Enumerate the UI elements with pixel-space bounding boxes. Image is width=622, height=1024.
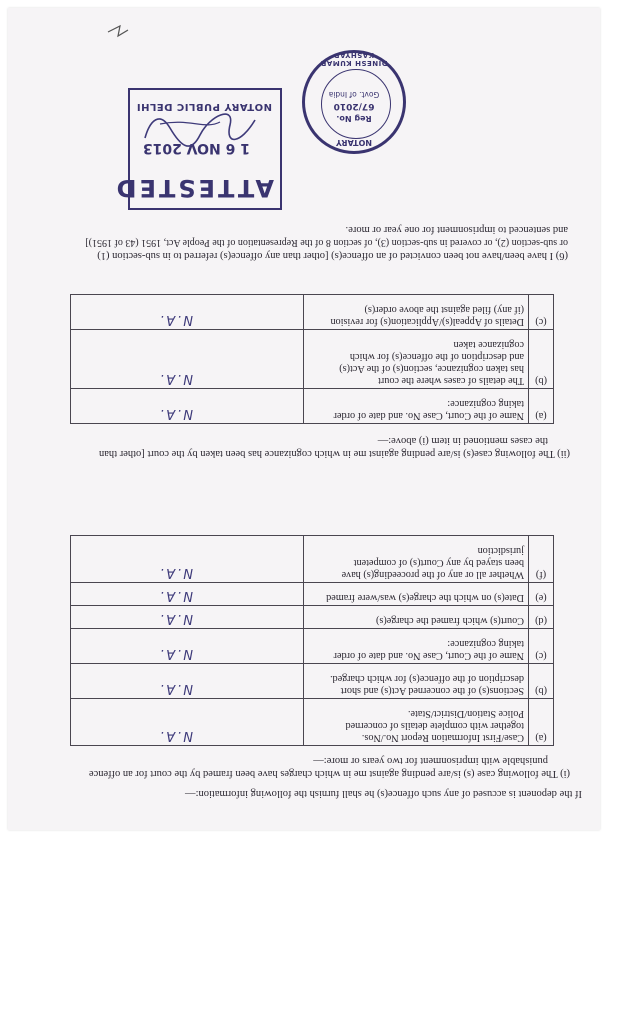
row-description — [304, 536, 529, 583]
row-description-line: taking cognizance: — [447, 638, 524, 649]
section-i-row — [71, 606, 554, 629]
row-value-cell — [71, 330, 304, 389]
row-label: (c) — [529, 629, 554, 664]
row-description — [304, 295, 529, 330]
handwritten-value: N.A. — [157, 611, 193, 626]
row-label: (c) — [529, 295, 554, 330]
notary-seal — [302, 50, 406, 154]
row-description-line: has taken cognizance, section(s) of the Act(s) — [339, 363, 524, 374]
row-description-line: Date(s) on which the charge(s) was/were framed — [326, 592, 524, 603]
section-i-line1 — [89, 767, 570, 780]
row-description — [304, 583, 529, 606]
row-value-cell — [71, 606, 304, 629]
handwritten-value: N.A. — [157, 565, 193, 580]
row-description-line: Name of the Court, Case No. and date of order — [333, 650, 524, 661]
attested-date: 1 6 NOV 2013 — [142, 140, 250, 156]
row-value-cell — [71, 629, 304, 664]
row-label: (b) — [529, 330, 554, 389]
row-description-line: and description of the offence(s) for which — [349, 351, 524, 362]
section-i-line2: punishable with imprisonment for two years or more:— — [313, 755, 548, 766]
row-description — [304, 606, 529, 629]
row-description-line: Details of Appeal(s)/Application(s) for revision — [330, 316, 524, 327]
row-description-line: The details of cases where the court — [378, 375, 524, 386]
row-label: (e) — [529, 583, 554, 606]
row-description-line: Case/First Information Report No./Nos. — [361, 732, 524, 743]
handwritten-value: N.A. — [157, 406, 193, 421]
section-ii-label: (ii) — [557, 448, 570, 459]
row-description — [304, 699, 529, 746]
row-description-line: cognizance taken — [453, 339, 524, 350]
section-ii-line1 — [99, 447, 570, 460]
section-ii-line2: the cases mentioned in item (i) above:— — [377, 435, 548, 446]
row-description-line: taking cognizance: — [447, 398, 524, 409]
attested-label: ATTESTED — [113, 174, 274, 202]
handwritten-value: N.A. — [157, 588, 193, 603]
row-value-cell — [71, 664, 304, 699]
row-description-line: Police Station/District/State. — [407, 708, 524, 719]
section-6-line2: or sub-section (2), or covered in sub-section (3), of section 8 of the Representation of the People Act, 1951 (43 of 1951)] — [85, 237, 568, 248]
row-label: (d) — [529, 606, 554, 629]
row-description — [304, 629, 529, 664]
section-i-row — [71, 629, 554, 664]
notary-public-label: NOTARY PUBLIC DELHI — [136, 101, 272, 112]
upside-down-content — [8, 8, 600, 830]
row-label: (a) — [529, 699, 554, 746]
section-i-label: (i) — [560, 768, 570, 779]
handwritten-value: N.A. — [157, 371, 193, 386]
section-ii-row — [71, 295, 554, 330]
seal-reg-no: 67/2010 — [333, 101, 375, 111]
row-description-line: together with complete details of concerned — [345, 720, 524, 731]
section-ii-row — [71, 330, 554, 389]
seal-govt: Govt. of India — [328, 90, 380, 99]
row-value-cell — [71, 699, 304, 746]
section-6-line3: and sentenced to imprisonment for one year or more. — [345, 224, 568, 235]
row-description-line: Whether all or any of the proceeding(s) have — [341, 569, 524, 580]
row-value-cell — [71, 536, 304, 583]
handwritten-value: N.A. — [157, 312, 193, 327]
row-value-cell — [71, 583, 304, 606]
pen-mark-icon — [100, 20, 130, 40]
section-ii-table — [70, 294, 554, 424]
handwritten-value: N.A. — [157, 681, 193, 696]
row-description-line: jurisdiction — [477, 545, 524, 556]
section-ii-row — [71, 389, 554, 424]
row-description-line: Court(s) which framed the charge(s) — [375, 615, 524, 626]
row-description-line: (if any) filed against the above order(s) — [364, 304, 524, 315]
seal-reg: Reg No. — [336, 114, 372, 123]
scanned-page — [8, 8, 600, 830]
seal-notary-title: NOTARY — [335, 138, 373, 147]
handwritten-value: N.A. — [157, 646, 193, 661]
row-description — [304, 330, 529, 389]
signature-icon — [140, 110, 260, 150]
row-value-cell — [71, 389, 304, 424]
seal-name: DINESH KUMAR KASHYAP — [320, 51, 388, 67]
row-label: (a) — [529, 389, 554, 424]
section-i-row — [71, 583, 554, 606]
row-value-cell — [71, 295, 304, 330]
intro-line: If the deponent is accused of any such offence(s) he shall furnish the following information:— — [185, 788, 582, 799]
section-i-table — [70, 535, 554, 746]
section-i-row — [71, 664, 554, 699]
section-6-line1: (6) I have been/have not been convicted of an offence(s) [other than any offence(s) referred to in sub-section (1) — [97, 250, 568, 261]
row-description-line: Name of the Court, Case No. and date of order — [333, 410, 524, 421]
section-i-row — [71, 699, 554, 746]
row-description-line: been stayed by any Court(s) of competent — [353, 557, 524, 568]
row-description-line: description of the offence(s) for which charged. — [330, 673, 524, 684]
row-label: (b) — [529, 664, 554, 699]
section-i-text1: The following case (s) is/are pending against me in which charges have been framed by the court for an offence — [88, 768, 558, 779]
row-description — [304, 389, 529, 424]
row-label: (f) — [529, 536, 554, 583]
handwritten-value: N.A. — [157, 728, 193, 743]
section-i-row — [71, 536, 554, 583]
attested-stamp — [113, 88, 282, 210]
section-ii-text1: The following case(s) is/are pending against me in which cognizance has been taken by the court [other than — [99, 448, 555, 459]
row-description-line: Sections(s) of the concerned Act(s) and short — [340, 685, 524, 696]
row-description — [304, 664, 529, 699]
